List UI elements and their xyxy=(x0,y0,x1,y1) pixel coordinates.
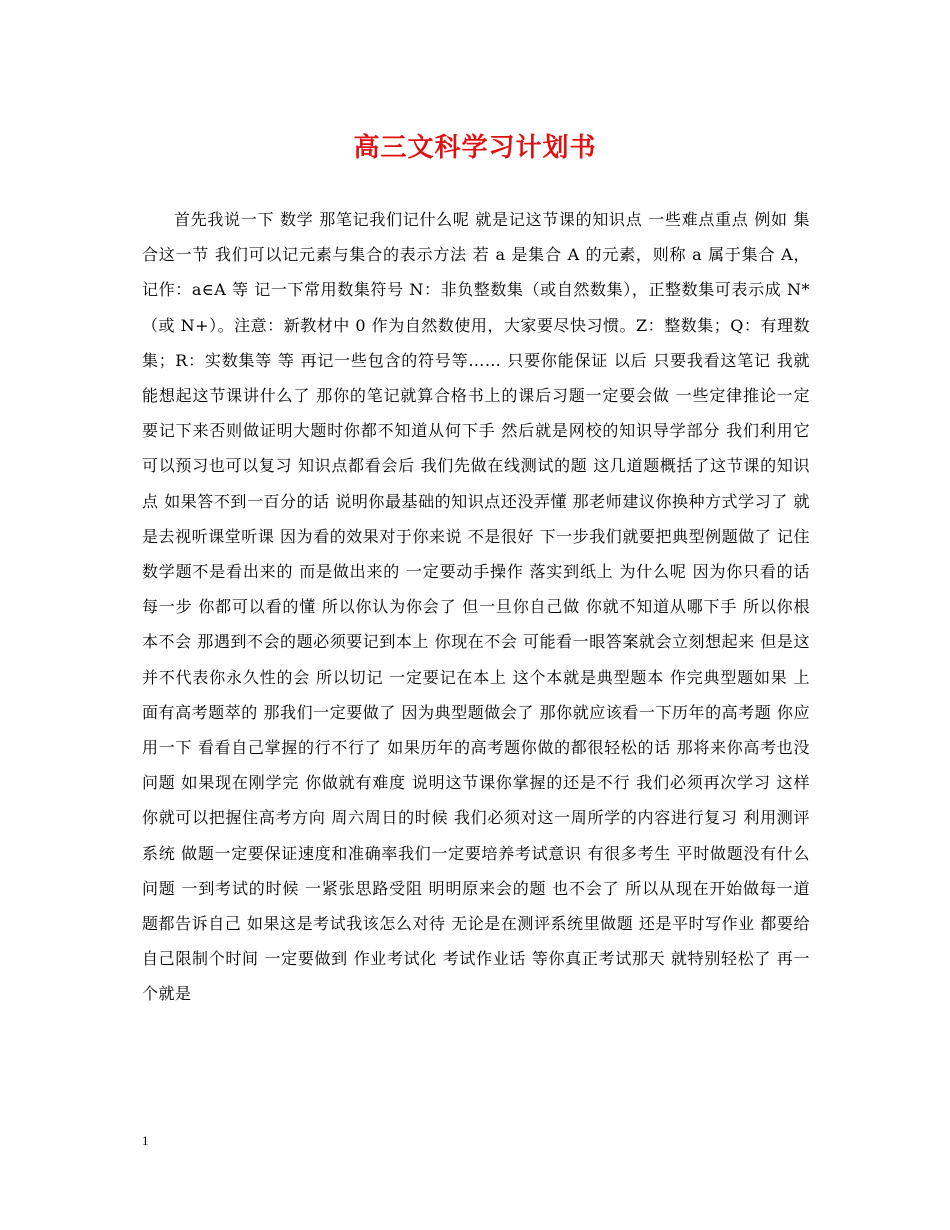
document-title: 高三文科学习计划书 xyxy=(353,133,597,163)
page-number: 1 xyxy=(142,1133,149,1148)
body-paragraph: 首先我说一下 数学 那笔记我们记什么呢 就是记这节课的知识点 一些难点重点 例如 集合这一节 我们可以记元素与集合的表示方法 若 a 是集合 A 的元素，则称 a 属于集合 A，记作：a∈A 等 记一下常用数集符号 N：非负整数集（或自然数集），正整数集可表示成 N*（或 N+）。注意：新教材中 0 作为自然数使用，大家要尽快习惯。Z：整数集；Q：有理数集；R：实数集等 等 再记一些包含的符号等…… 只要你能保证 以后 只要我看这笔记 我就能想起这节课讲什么了 那你的笔记就算合格书上的课后习题一定要会做 一些定律推论一定要记下来否则做证明大题时你都不知道从何下手 然后就是网校的知识导学部分 我们利用它可以预习也可以复习 知识点都看会后 我们先做在线测试的题 这几道题概括了这节课的知识点 如果答不到一百分的话 说明你最基础的知识点还没弄懂 那老师建议你换种方式学习了 就是去视听课堂听课 因为看的效果对于你来说 不是很好 下一步我们就要把典型例题做了 记住 数学题不是看出来的 而是做出来的 一定要动手操作 落实到纸上 为什么呢 因为你只看的话 每一步 你都可以看的懂 所以你认为你会了 但一旦你自己做 你就不知道从哪下手 所以你根本不会 那遇到不会的题必须要记到本上 你现在不会 可能看一眼答案就会立刻想起来 但是这并不代表你永久性的会 所以切记 一定要记在本上 这个本就是典型题本 作完典型题如果 上面有高考题萃的 那我们一定要做了 因为典型题做会了 那你就应该看一下历年的高考题 你应用一下 看看自己掌握的行不行了 如果历年的高考题你做的都很轻松的话 那将来你高考也没问题 如果现在刚学完 你做就有难度 说明这节课你掌握的还是不行 我们必须再次学习 这样你就可以把握住高考方向 周六周日的时候 我们必须对这一周所学的内容进行复习 利用测评系统 做题一定要保证速度和准确率我们一定要培养考试意识 有很多考生 平时做题没有什么问题 一到考试的时候 一紧张思路受阻 明明原来会的题 也不会了 所以从现在开始做每一道题都告诉自己 如果这是考试我该怎么对待 无论是在测评系统里做题 还是平时写作业 都要给自己限制个时间 一定要做到 作业考试化 考试作业话 等你真正考试那天 就特别轻松了 再一个就是 xyxy=(142,210,810,1004)
